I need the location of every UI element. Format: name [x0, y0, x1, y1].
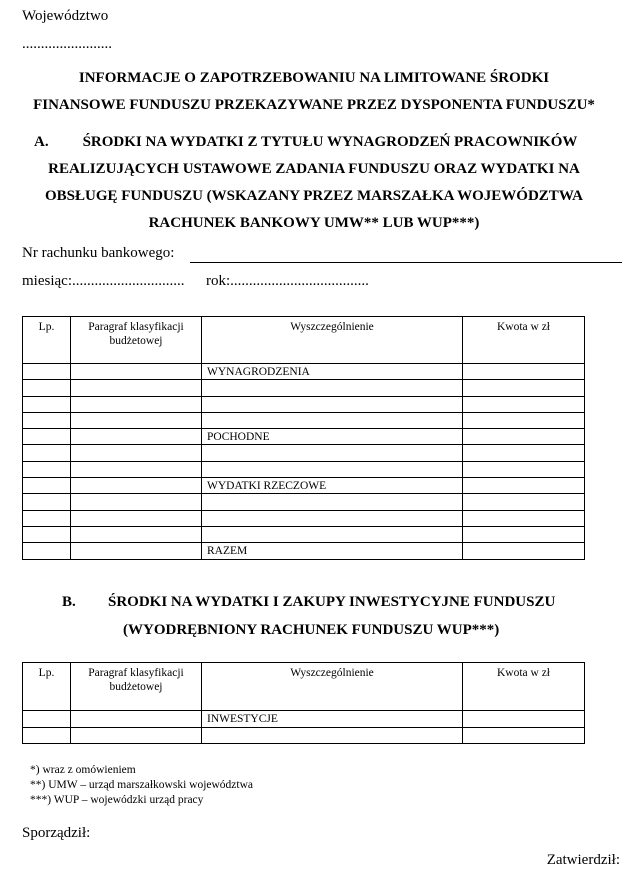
table-row [23, 412, 585, 428]
cell-lp[interactable] [23, 727, 71, 744]
cell-paragraph[interactable] [71, 380, 202, 396]
cell-description[interactable] [202, 380, 463, 396]
table-row [23, 445, 585, 461]
document-title-line-1: INFORMACJE O ZAPOTRZEBOWANIU NA LIMITOWANE ŚRODKI [78, 70, 550, 86]
column-header-amount: Kwota w zł [463, 663, 585, 711]
cell-description[interactable]: WYDATKI RZECZOWE [202, 478, 463, 494]
cell-amount[interactable] [463, 445, 585, 461]
month-row [22, 273, 369, 290]
cell-lp[interactable] [23, 461, 71, 477]
month-field[interactable]: .............................. [71, 273, 185, 289]
cell-amount[interactable] [463, 526, 585, 542]
table-row [23, 396, 585, 412]
cell-lp[interactable] [23, 429, 71, 445]
cell-description[interactable] [202, 526, 463, 542]
cell-description[interactable]: RAZEM [202, 543, 463, 559]
cell-amount[interactable] [463, 494, 585, 510]
prepared-by-label: Sporządził: [22, 825, 91, 841]
cell-paragraph[interactable] [71, 445, 202, 461]
cell-lp[interactable] [23, 510, 71, 526]
year-label: rok: [205, 273, 231, 289]
cell-paragraph[interactable] [71, 429, 202, 445]
cell-description[interactable] [202, 727, 463, 744]
cell-amount[interactable] [463, 461, 585, 477]
column-header-paragraph-line-1: Paragraf klasyfikacji [88, 321, 184, 333]
cell-amount[interactable] [463, 364, 585, 380]
cell-lp[interactable] [23, 396, 71, 412]
cell-description[interactable] [202, 412, 463, 428]
cell-lp[interactable] [23, 711, 71, 728]
cell-paragraph[interactable] [71, 543, 202, 559]
cell-amount[interactable] [463, 396, 585, 412]
cell-amount[interactable] [463, 478, 585, 494]
section-a-line-1: ŚRODKI NA WYDATKI Z TYTUŁU WYNAGRODZEŃ PRACOWNIKÓW [82, 134, 578, 150]
table-b [22, 662, 585, 744]
cell-paragraph[interactable] [71, 461, 202, 477]
column-header-description: Wyszczególnienie [202, 663, 463, 711]
column-header-paragraph-line-1: Paragraf klasyfikacji [88, 667, 184, 679]
voivodeship-label: Województwo [22, 8, 109, 24]
column-header-description: Wyszczególnienie [202, 317, 463, 364]
cell-amount[interactable] [463, 380, 585, 396]
cell-amount[interactable] [463, 412, 585, 428]
cell-amount[interactable] [463, 510, 585, 526]
cell-amount[interactable] [463, 727, 585, 744]
section-a-marker: A. [34, 134, 49, 150]
cell-amount[interactable] [463, 429, 585, 445]
cell-paragraph[interactable] [71, 478, 202, 494]
column-header-lp: Lp. [23, 317, 71, 364]
column-header-paragraph-line-2: budżetowej [109, 335, 163, 347]
section-a-line-3: OBSŁUGĘ FUNDUSZU (WSKAZANY PRZEZ MARSZAŁKA WOJEWÓDZTWA [44, 188, 583, 204]
cell-lp[interactable] [23, 543, 71, 559]
document-title-line-2: FINANSOWE FUNDUSZU PRZEKAZYWANE PRZEZ DYSPONENTA FUNDUSZU* [33, 97, 595, 113]
table-row [23, 478, 585, 494]
cell-paragraph[interactable] [71, 412, 202, 428]
approved-by-label: Zatwierdził: [546, 852, 620, 868]
cell-paragraph[interactable] [71, 494, 202, 510]
voivodeship-field[interactable]: ........................ [22, 36, 112, 52]
cell-description[interactable] [202, 461, 463, 477]
table-a [22, 316, 585, 560]
footnote-2: **) UMW – urząd marszałkowski województwa [30, 779, 254, 791]
section-b-marker: B. [62, 594, 76, 610]
section-a-line-4: RACHUNEK BANKOWY UMW** LUB WUP***) [148, 215, 480, 231]
cell-lp[interactable] [23, 364, 71, 380]
cell-lp[interactable] [23, 380, 71, 396]
section-a-line-2: REALIZUJĄCYCH USTAWOWE ZADANIA FUNDUSZU ORAZ WYDATKI NA [48, 161, 580, 177]
footnote-3: ***) WUP – wojewódzki urząd pracy [30, 794, 204, 806]
cell-lp[interactable] [23, 478, 71, 494]
cell-lp[interactable] [23, 526, 71, 542]
column-header-paragraph-line-2: budżetowej [109, 681, 163, 693]
table-row [23, 494, 585, 510]
cell-paragraph[interactable] [71, 711, 202, 728]
cell-description[interactable]: POCHODNE [202, 429, 463, 445]
cell-paragraph[interactable] [71, 526, 202, 542]
year-field[interactable]: ..................................... [230, 273, 369, 289]
cell-lp[interactable] [23, 445, 71, 461]
cell-paragraph[interactable] [71, 396, 202, 412]
section-b-line-2: (WYODRĘBNIONY RACHUNEK FUNDUSZU WUP***) [123, 622, 500, 638]
cell-description[interactable] [202, 494, 463, 510]
table-row [23, 510, 585, 526]
cell-description[interactable] [202, 445, 463, 461]
table-row [23, 364, 585, 380]
cell-paragraph[interactable] [71, 727, 202, 744]
cell-description[interactable]: WYNAGRODZENIA [202, 364, 463, 380]
footnote-1: *) wraz z omówieniem [30, 764, 136, 776]
account-number-field[interactable] [190, 262, 622, 263]
column-header-lp: Lp. [23, 663, 71, 711]
column-header-paragraph [71, 317, 202, 364]
column-header-amount: Kwota w zł [463, 317, 585, 364]
table-row [23, 429, 585, 445]
cell-description[interactable] [202, 510, 463, 526]
column-header-paragraph [71, 663, 202, 711]
cell-amount[interactable] [463, 711, 585, 728]
table-a-header-row [23, 317, 585, 364]
cell-lp[interactable] [23, 494, 71, 510]
section-b-line-1: ŚRODKI NA WYDATKI I ZAKUPY INWESTYCYJNE FUNDUSZU [108, 594, 556, 610]
table-row [23, 461, 585, 477]
table-row [23, 711, 585, 728]
cell-amount[interactable] [463, 543, 585, 559]
table-row [23, 380, 585, 396]
table-b-header-row [23, 663, 585, 711]
table-row [23, 526, 585, 542]
cell-paragraph[interactable] [71, 510, 202, 526]
table-row [23, 727, 585, 744]
cell-lp[interactable] [23, 412, 71, 428]
cell-description[interactable]: INWESTYCJE [202, 711, 463, 728]
account-number-label: Nr rachunku bankowego: [22, 245, 175, 261]
cell-description[interactable] [202, 396, 463, 412]
table-row [23, 543, 585, 559]
month-label: miesiąc: [22, 273, 72, 289]
cell-paragraph[interactable] [71, 364, 202, 380]
